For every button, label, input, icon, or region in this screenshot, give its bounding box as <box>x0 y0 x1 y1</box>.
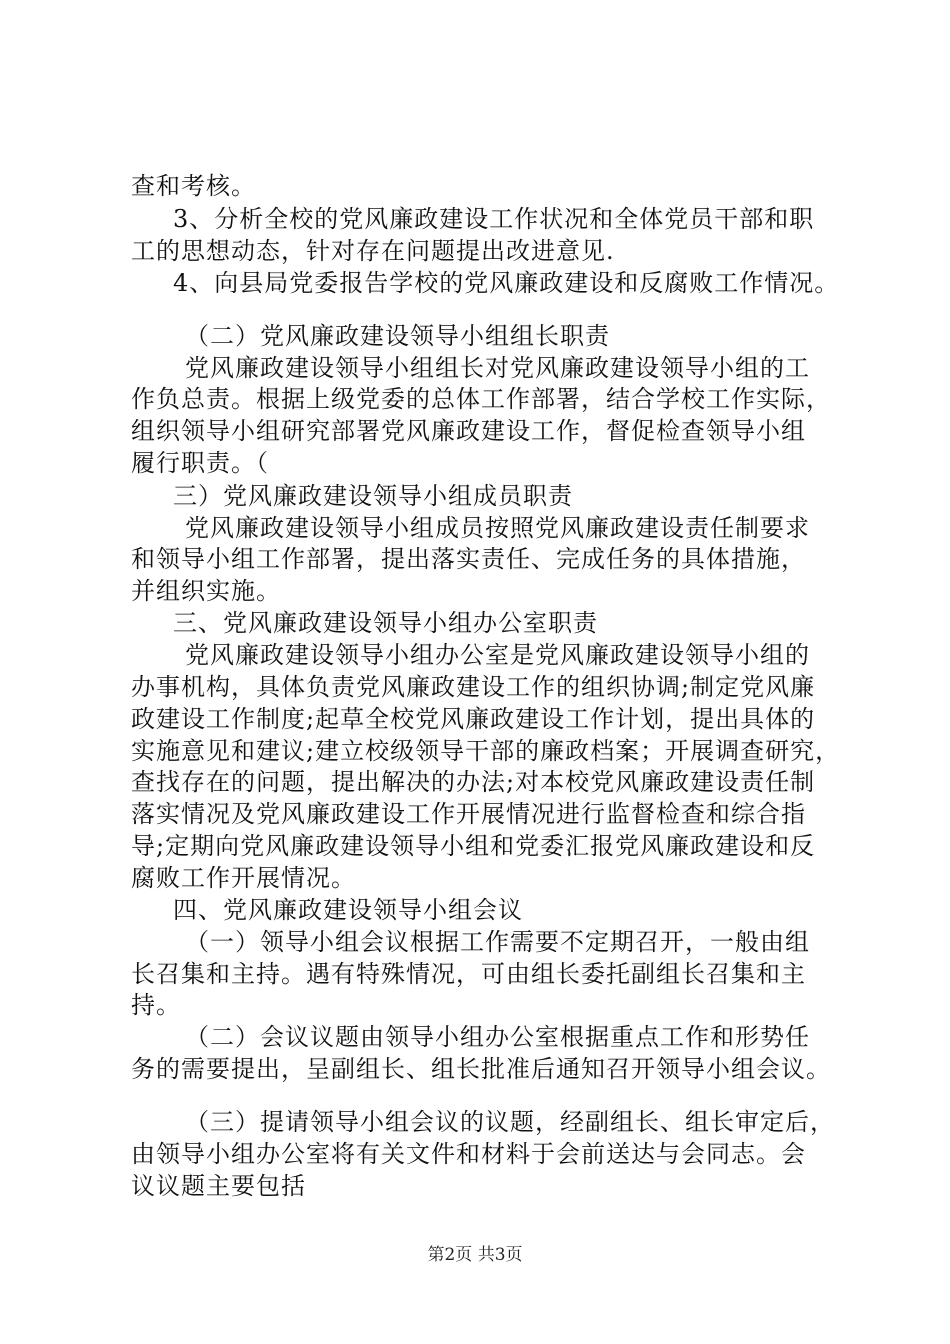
paragraph-line: 持。 <box>131 991 181 1019</box>
page-number: 第2页 共3页 <box>427 1245 523 1265</box>
paragraph-line: 长召集和主持。遇有特殊情况，可由组长委托副组长召集和主 <box>131 960 806 988</box>
paragraph-line: 落实情况及党风廉政建设工作开展情况进行监督检查和综合指 <box>131 800 806 828</box>
paragraph-line: 工的思想动态，针对存在问题提出改进意见. <box>131 237 615 265</box>
paragraph-line: 履行职责。（ <box>131 449 269 477</box>
paragraph-line: 导;定期向党风廉政建设领导小组和党委汇报党风廉政建设和反 <box>131 832 816 860</box>
paragraph-line: 办事机构，具体负责党风廉政建设工作的组织协调;制定党风廉 <box>131 673 816 701</box>
section-heading: 三、党风廉政建设领导小组办公室职责 <box>173 609 598 637</box>
paragraph-line: 务的需要提出，呈副组长、组长批准后通知召开领导小组会议。 <box>131 1055 831 1083</box>
paragraph-line: （二）会议议题由领导小组办公室根据重点工作和形势任 <box>185 1023 810 1051</box>
paragraph-line: 和领导小组工作部署，提出落实责任、完成任务的具体措施， <box>131 545 806 573</box>
paragraph-line: 由领导小组办公室将有关文件和材料于会前送达与会同志。会 <box>131 1140 806 1168</box>
paragraph-line: 作负总责。根据上级党委的总体工作部署，结合学校工作实际， <box>131 385 831 413</box>
paragraph-line: 3、分析全校的党风廉政建设工作状况和全体党员干部和职 <box>173 205 815 233</box>
paragraph-line: 党风廉政建设领导小组成员按照党风廉政建设责任制要求 <box>185 514 810 542</box>
paragraph-line: 议议题主要包括 <box>131 1172 306 1200</box>
paragraph-line: 查找存在的问题，提出解决的办法;对本校党风廉政建设责任制 <box>131 768 816 796</box>
paragraph-line: 实施意见和建议;建立校级领导干部的廉政档案；开展调查研究， <box>131 737 841 765</box>
section-heading: 四、党风廉政建设领导小组会议 <box>173 896 523 924</box>
paragraph-line: 4、向县局党委报告学校的党风廉政建设和反腐败工作情况。 <box>173 269 840 297</box>
paragraph-line: （三）提请领导小组会议的议题，经副组长、组长审定后， <box>185 1108 835 1136</box>
paragraph-line: 组织领导小组研究部署党风廉政建设工作，督促检查领导小组 <box>131 417 806 445</box>
paragraph-line: 腐败工作开展情况。 <box>131 864 356 892</box>
paragraph-line: 并组织实施。 <box>131 577 281 605</box>
section-heading: （二）党风廉政建设领导小组组长职责 <box>185 322 610 350</box>
paragraph-line: （一）领导小组会议根据工作需要不定期召开，一般由组 <box>185 928 810 956</box>
paragraph-line: 党风廉政建设领导小组办公室是党风廉政建设领导小组的 <box>185 641 810 669</box>
section-heading: 三）党风廉政建设领导小组成员职责 <box>173 482 573 510</box>
paragraph-line: 政建设工作制度;起草全校党风廉政建设工作计划，提出具体的 <box>131 705 816 733</box>
paragraph-line: 查和考核。 <box>131 172 256 200</box>
paragraph-line: 党风廉政建设领导小组组长对党风廉政建设领导小组的工 <box>185 354 810 382</box>
